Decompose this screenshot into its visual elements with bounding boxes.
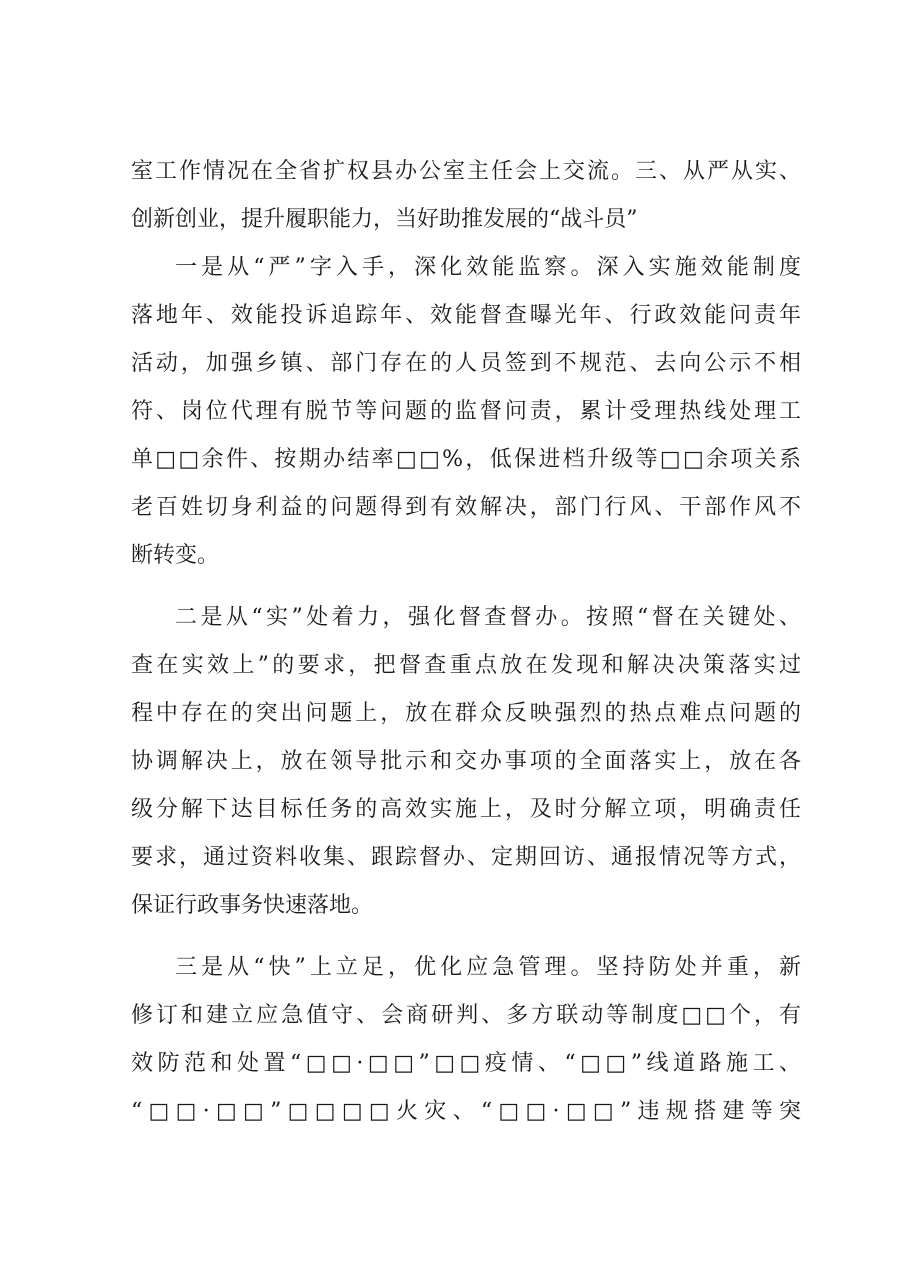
- paragraph-3-line: 三是从“快”上立足，优化应急管理。坚持防处并重，新: [175, 955, 801, 980]
- paragraph-2-line: 二是从“实”处着力，强化督查督办。按照“督在关键处、: [175, 605, 801, 630]
- paragraph-2-line: 要求，通过资料收集、跟踪督办、定期回访、通报情况等方式，: [131, 845, 801, 870]
- paragraph-2-line: 查在实效上”的要求，把督查重点放在发现和解决决策落实过: [131, 653, 801, 678]
- paragraph-2-line: 保证行政事务快速落地。: [131, 893, 374, 918]
- paragraph-1-line: 活动，加强乡镇、部门存在的人员签到不规范、去向公示不相: [131, 351, 801, 376]
- paragraph-1-line: 符、岗位代理有脱节等问题的监督问责，累计受理热线处理工: [131, 399, 801, 424]
- paragraph-1-line: 老百姓切身利益的问题得到有效解决，部门行风、干部作风不: [131, 495, 801, 520]
- paragraph-2-line: 协调解决上，放在领导批示和交办事项的全面落实上，放在各: [131, 749, 801, 774]
- paragraph-1-line: 落地年、效能投诉追踪年、效能督查曝光年、行政效能问责年: [131, 303, 801, 328]
- paragraph-1-line: 一是从“严”字入手，深化效能监察。深入实施效能制度: [175, 255, 801, 280]
- paragraph-1-line: 断转变。: [131, 543, 220, 568]
- document-body: [131, 148, 801, 1136]
- paragraph-3-line: 修订和建立应急值守、会商研判、多方联动等制度□□个，有: [131, 1003, 801, 1028]
- paragraph-3-line: “□□·□□”□□□□火灾、“□□·□□”违规搭建等突: [131, 1099, 801, 1124]
- section-heading: 创新创业，提升履职能力，当好助推发展的“战斗员”: [131, 207, 638, 232]
- paragraph-2-line: 程中存在的突出问题上，放在群众反映强烈的热点难点问题的: [131, 701, 801, 726]
- paragraph-1-line: 单□□余件、按期办结率□□%，低保进档升级等□□余项关系: [131, 447, 801, 472]
- text-line: 室工作情况在全省扩权县办公室主任会上交流。三、从严从实、: [131, 159, 801, 184]
- paragraph-spacer: [131, 580, 801, 594]
- paragraph-spacer: [131, 930, 801, 944]
- paragraph-3-line: 效防范和处置“□□·□□”□□疫情、“□□”线道路施工、: [131, 1051, 801, 1076]
- paragraph-2-line: 级分解下达目标任务的高效实施上，及时分解立项，明确责任: [131, 797, 801, 822]
